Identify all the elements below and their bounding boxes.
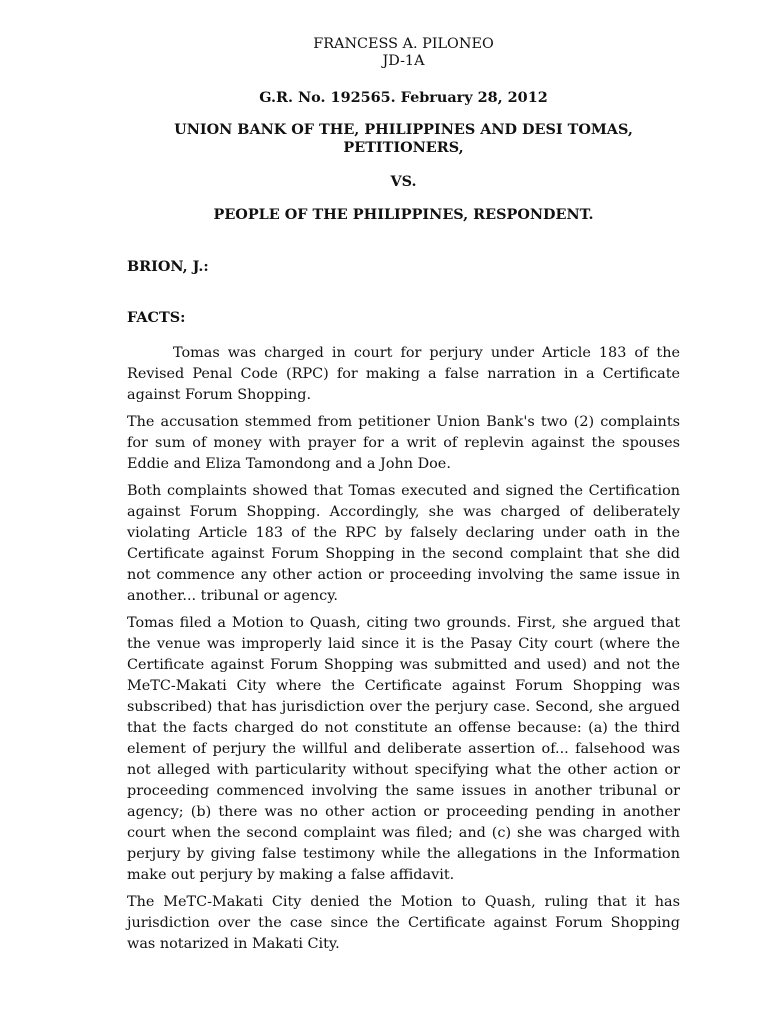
document-header <box>127 36 680 70</box>
facts-heading: FACTS: <box>127 309 186 326</box>
facts-paragraph-1: Tomas was charged in court for perjury under Article 183 of the Revised Penal Code (RPC) for making a false narration in a Certificate against Forum Shopping. <box>127 345 680 403</box>
facts-paragraph-5: The MeTC-Makati City denied the Motion to Quash, ruling that it has jurisdiction over the case since the Certificate against Forum Shopping was notarized in Makati City. <box>127 894 680 952</box>
document-page <box>127 36 680 955</box>
case-parties <box>127 121 680 157</box>
facts-body <box>127 343 680 955</box>
case-number: G.R. No. 192565. February 28, 2012 <box>259 89 548 106</box>
petitioners-line-1: UNION BANK OF THE, PHILIPPINES AND DESI TOMAS, <box>174 121 633 138</box>
petitioners-line-2: PETITIONERS, <box>343 139 464 156</box>
ponente: BRION, J.: <box>127 258 209 275</box>
facts-paragraph-4: Tomas filed a Motion to Quash, citing two grounds. First, she argued that the venue was improperly laid since it is the Pasay City court (where the Certificate against Forum Shopping was submitted and used) and not the MeTC-Makati City where the Certificate against Forum Shopping was subscribed) that has jurisdiction over the perjury case. Second, she argued that the facts charged do not constitute an offense because: (a) the third element of perjury the willful and deliberate assertion of... falsehood was not alleged with particularity without specifying what the other action or proceeding commenced involving the same issues in another tribunal or agency; (b) there was no other action or proceeding pending in another court when the second complaint was filed; and (c) she was charged with perjury by giving false testimony while the allegations in the Information make out perjury by making a false affidavit. <box>127 615 680 883</box>
author-name: FRANCESS A. PILONEO <box>313 36 494 52</box>
versus-label: VS. <box>390 173 417 190</box>
respondent-line: PEOPLE OF THE PHILIPPINES, RESPONDENT. <box>213 206 594 223</box>
facts-paragraph-3: Both complaints showed that Tomas executed and signed the Certification against Forum Shopping. Accordingly, she was charged of deliberately violating Article 183 of the RPC by falsely declaring under oath in the Certificate against Forum Shopping in the second complaint that she did not commence any other action or proceeding involving the same issue in another... tribunal or agency. <box>127 483 680 604</box>
section-code: JD-1A <box>382 53 425 69</box>
facts-paragraph-2: The accusation stemmed from petitioner Union Bank's two (2) complaints for sum of money with prayer for a writ of replevin against the spouses Eddie and Eliza Tamondong and a John Doe. <box>127 414 680 472</box>
